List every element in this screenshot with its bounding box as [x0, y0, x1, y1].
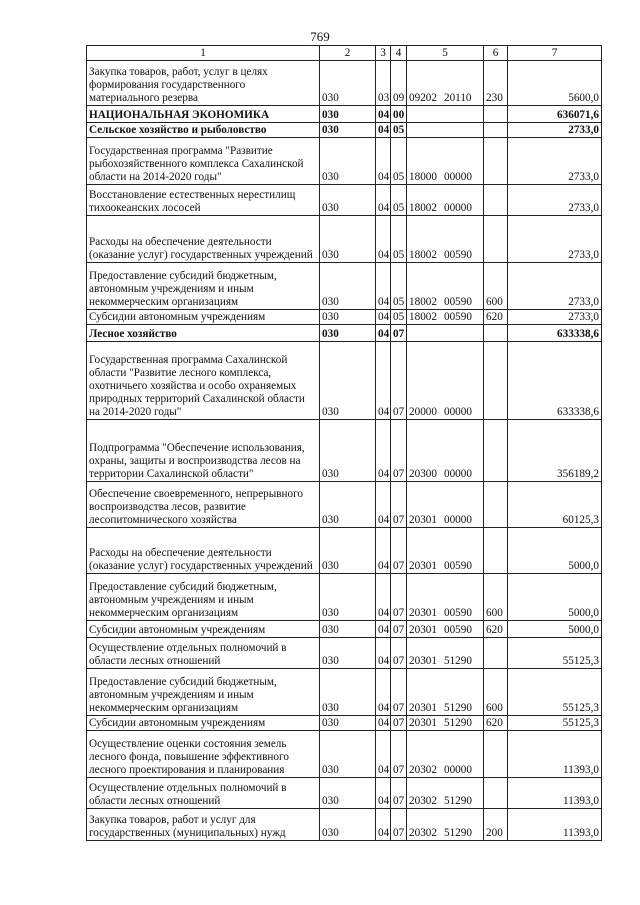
table-row: [87, 528, 602, 574]
row-csr-cell: [407, 185, 484, 216]
row-csr-part-b: 51290: [443, 827, 472, 839]
row-csr-part-b: 00590: [443, 607, 472, 619]
row-csr-part-a: 20302: [409, 795, 437, 807]
row-vr-cell: [484, 342, 508, 420]
row-pr-cell: 07: [391, 778, 407, 809]
row-csr-cell: [407, 342, 484, 420]
row-ved-cell: 030: [320, 809, 376, 841]
row-pr-cell: 07: [391, 809, 407, 841]
page-number: 769: [310, 29, 330, 44]
row-ved-cell: 030: [320, 716, 376, 731]
row-rz-cell: 04: [376, 138, 391, 185]
table-row: [87, 106, 602, 123]
row-pr-cell: 05: [391, 123, 407, 138]
row-csr-part-a: 18002: [409, 249, 437, 261]
row-csr-part-a: 20302: [409, 764, 437, 776]
row-csr-cell: [407, 638, 484, 669]
table-row: [87, 716, 602, 731]
table-row: [87, 574, 602, 621]
row-csr-part-a: 20300: [409, 468, 437, 480]
row-csr-part-a: 20301: [409, 655, 437, 667]
row-vr-cell: 620: [484, 310, 508, 325]
row-name-cell: Субсидии автономным учреждениям: [87, 310, 320, 325]
row-name-cell: Субсидии автономным учреждениям: [87, 716, 320, 731]
row-sum-cell: 2733,0: [508, 123, 602, 138]
table-row: [87, 216, 602, 263]
row-sum-cell: 11393,0: [508, 809, 602, 841]
row-sum-cell: 2733,0: [508, 216, 602, 263]
table-row: [87, 809, 602, 841]
row-rz-cell: 04: [376, 482, 391, 528]
row-csr-cell: [407, 731, 484, 778]
row-vr-cell: 600: [484, 263, 508, 310]
row-ved-cell: 030: [320, 731, 376, 778]
row-csr-part-b: 51290: [443, 702, 472, 714]
row-csr-cell: [407, 809, 484, 841]
row-sum-cell: 55125,3: [508, 716, 602, 731]
column-header: 7: [508, 46, 602, 61]
row-name-cell: Осуществление оценки состояния земель лесного фонда, повышение эффективного лесного проектирования и планирования: [87, 731, 320, 778]
row-vr-cell: 620: [484, 621, 508, 638]
row-csr-cell: [407, 263, 484, 310]
row-pr-cell: 07: [391, 621, 407, 638]
row-vr-cell: [484, 106, 508, 123]
row-sum-cell: 55125,3: [508, 638, 602, 669]
row-name-cell: Предоставление субсидий бюджетным, автономным учреждениям и иным некоммерческим организациям: [87, 574, 320, 621]
row-csr-cell: [407, 621, 484, 638]
row-rz-cell: 04: [376, 669, 391, 716]
row-csr-part-b: 51290: [443, 795, 472, 807]
table-row: [87, 778, 602, 809]
row-csr-part-a: 20301: [409, 717, 437, 729]
row-csr-part-b: 00000: [443, 202, 472, 214]
row-csr-part-a: 18002: [409, 296, 437, 308]
row-csr-part-a: 20301: [409, 607, 437, 619]
row-ved-cell: 030: [320, 185, 376, 216]
row-rz-cell: 04: [376, 574, 391, 621]
row-csr-part-b: 00000: [443, 406, 472, 418]
row-rz-cell: 04: [376, 420, 391, 482]
row-name-cell: Субсидии автономным учреждениям: [87, 621, 320, 638]
row-csr-part-a: 20301: [409, 560, 437, 572]
row-ved-cell: 030: [320, 638, 376, 669]
row-sum-cell: 633338,6: [508, 325, 602, 342]
row-csr-part-b: 00590: [443, 296, 472, 308]
row-rz-cell: 04: [376, 716, 391, 731]
row-vr-cell: [484, 638, 508, 669]
table-row: [87, 420, 602, 482]
row-sum-cell: 356189,2: [508, 420, 602, 482]
row-vr-cell: [484, 216, 508, 263]
row-sum-cell: 5000,0: [508, 574, 602, 621]
row-ved-cell: 030: [320, 138, 376, 185]
table-row: [87, 342, 602, 420]
row-name-cell: Предоставление субсидий бюджетным, автономным учреждениям и иным некоммерческим организациям: [87, 669, 320, 716]
row-pr-cell: 05: [391, 216, 407, 263]
row-rz-cell: 04: [376, 731, 391, 778]
column-header: 4: [391, 46, 407, 61]
row-csr-cell: [407, 528, 484, 574]
table-row: [87, 621, 602, 638]
table-row: [87, 61, 602, 106]
row-rz-cell: 04: [376, 185, 391, 216]
table-row: [87, 638, 602, 669]
row-csr-part-a: 20301: [409, 702, 437, 714]
row-name-cell: Предоставление субсидий бюджетным, автономным учреждениям и иным некоммерческим организациям: [87, 263, 320, 310]
row-name-cell: Восстановление естественных нерестилищ тихоокеанских лососей: [87, 185, 320, 216]
row-vr-cell: [484, 325, 508, 342]
table-row: [87, 123, 602, 138]
row-sum-cell: 633338,6: [508, 342, 602, 420]
table-row: [87, 185, 602, 216]
row-ved-cell: 030: [320, 123, 376, 138]
row-vr-cell: [484, 528, 508, 574]
row-csr-part-a: 20000: [409, 406, 437, 418]
row-vr-cell: [484, 420, 508, 482]
row-csr-part-b: 00000: [443, 764, 472, 776]
row-rz-cell: 04: [376, 638, 391, 669]
row-csr-cell: [407, 325, 484, 342]
budget-table-body: [87, 46, 602, 841]
row-vr-cell: [484, 778, 508, 809]
budget-table: [86, 45, 602, 841]
row-ved-cell: 030: [320, 310, 376, 325]
row-pr-cell: 05: [391, 310, 407, 325]
column-header: 1: [87, 46, 320, 61]
row-rz-cell: 04: [376, 216, 391, 263]
row-name-cell: Государственная программа "Развитие рыбохозяйственного комплекса Сахалинской области на 2014-2020 годы": [87, 138, 320, 185]
row-ved-cell: 030: [320, 778, 376, 809]
row-name-cell: Обеспечение своевременного, непрерывного воспроизводства лесов, развитие лесопитомнического хозяйства: [87, 482, 320, 528]
row-csr-part-a: 18002: [409, 202, 437, 214]
row-csr-part-a: 20302: [409, 827, 437, 839]
table-row: [87, 310, 602, 325]
row-rz-cell: 03: [376, 61, 391, 106]
row-sum-cell: 5600,0: [508, 61, 602, 106]
row-csr-cell: [407, 138, 484, 185]
row-csr-part-b: 20110: [443, 92, 472, 104]
table-row: [87, 138, 602, 185]
row-csr-cell: [407, 482, 484, 528]
row-vr-cell: 230: [484, 61, 508, 106]
row-csr-part-a: 18002: [409, 311, 437, 323]
row-csr-part-a: 18000: [409, 171, 437, 183]
row-csr-cell: [407, 574, 484, 621]
row-ved-cell: 030: [320, 216, 376, 263]
row-pr-cell: 07: [391, 420, 407, 482]
table-row: [87, 482, 602, 528]
row-name-cell: НАЦИОНАЛЬНАЯ ЭКОНОМИКА: [87, 106, 320, 123]
row-pr-cell: 07: [391, 716, 407, 731]
row-vr-cell: [484, 731, 508, 778]
row-vr-cell: 200: [484, 809, 508, 841]
row-name-cell: Закупка товаров, работ и услуг для государственных (муниципальных) нужд: [87, 809, 320, 841]
row-pr-cell: 07: [391, 669, 407, 716]
row-sum-cell: 5000,0: [508, 528, 602, 574]
row-csr-cell: [407, 778, 484, 809]
row-name-cell: Расходы на обеспечение деятельности (оказание услуг) государственных учреждений: [87, 528, 320, 574]
row-pr-cell: 05: [391, 138, 407, 185]
row-csr-part-b: 00000: [443, 514, 472, 526]
row-name-cell: Подпрограмма "Обеспечение использования, охраны, защиты и воспроизводства лесов на территории Сахалинской области": [87, 420, 320, 482]
row-pr-cell: 07: [391, 482, 407, 528]
row-ved-cell: 030: [320, 669, 376, 716]
row-sum-cell: 5000,0: [508, 621, 602, 638]
row-vr-cell: 600: [484, 669, 508, 716]
row-ved-cell: 030: [320, 621, 376, 638]
row-ved-cell: 030: [320, 342, 376, 420]
row-pr-cell: 07: [391, 638, 407, 669]
row-rz-cell: 04: [376, 342, 391, 420]
row-csr-cell: [407, 216, 484, 263]
row-pr-cell: 09: [391, 61, 407, 106]
row-rz-cell: 04: [376, 809, 391, 841]
table-row: [87, 669, 602, 716]
row-ved-cell: 030: [320, 263, 376, 310]
row-csr-cell: [407, 123, 484, 138]
row-rz-cell: 04: [376, 106, 391, 123]
row-csr-part-b: 00590: [443, 311, 472, 323]
row-name-cell: Закупка товаров, работ, услуг в целях формирования государственного материального резерва: [87, 61, 320, 106]
row-pr-cell: 07: [391, 325, 407, 342]
row-csr-cell: [407, 420, 484, 482]
row-vr-cell: [484, 138, 508, 185]
row-sum-cell: 2733,0: [508, 263, 602, 310]
row-pr-cell: 05: [391, 263, 407, 310]
row-ved-cell: 030: [320, 420, 376, 482]
row-csr-part-b: 00000: [443, 468, 472, 480]
row-vr-cell: 600: [484, 574, 508, 621]
row-csr-part-b: 00000: [443, 171, 472, 183]
row-pr-cell: 07: [391, 574, 407, 621]
column-header: 5: [407, 46, 484, 61]
row-pr-cell: 05: [391, 185, 407, 216]
row-pr-cell: 07: [391, 528, 407, 574]
row-ved-cell: 030: [320, 482, 376, 528]
column-header-row: [87, 46, 602, 61]
row-sum-cell: 11393,0: [508, 778, 602, 809]
column-header: 2: [320, 46, 376, 61]
row-name-cell: Лесное хозяйство: [87, 325, 320, 342]
row-csr-part-b: 00590: [443, 560, 472, 572]
table-row: [87, 263, 602, 310]
row-csr-part-b: 51290: [443, 655, 472, 667]
row-csr-cell: [407, 106, 484, 123]
row-sum-cell: 55125,3: [508, 669, 602, 716]
row-ved-cell: 030: [320, 574, 376, 621]
row-rz-cell: 04: [376, 621, 391, 638]
column-header: 6: [484, 46, 508, 61]
column-header: 3: [376, 46, 391, 61]
row-csr-part-a: 20301: [409, 514, 437, 526]
row-sum-cell: 2733,0: [508, 310, 602, 325]
row-rz-cell: 04: [376, 528, 391, 574]
row-ved-cell: 030: [320, 61, 376, 106]
row-csr-part-a: 09202: [409, 92, 437, 104]
table-row: [87, 325, 602, 342]
row-sum-cell: 636071,6: [508, 106, 602, 123]
row-csr-part-b: 00590: [443, 624, 472, 636]
row-csr-cell: [407, 716, 484, 731]
row-vr-cell: [484, 123, 508, 138]
row-rz-cell: 04: [376, 325, 391, 342]
row-pr-cell: 07: [391, 342, 407, 420]
table-row: [87, 731, 602, 778]
row-ved-cell: 030: [320, 528, 376, 574]
row-sum-cell: 2733,0: [508, 138, 602, 185]
row-rz-cell: 04: [376, 123, 391, 138]
row-csr-part-b: 51290: [443, 717, 472, 729]
row-csr-cell: [407, 310, 484, 325]
row-csr-cell: [407, 61, 484, 106]
row-pr-cell: 00: [391, 106, 407, 123]
row-ved-cell: 030: [320, 325, 376, 342]
row-ved-cell: 030: [320, 106, 376, 123]
row-name-cell: Расходы на обеспечение деятельности (оказание услуг) государственных учреждений: [87, 216, 320, 263]
row-csr-part-b: 00590: [443, 249, 472, 261]
row-sum-cell: 60125,3: [508, 482, 602, 528]
row-rz-cell: 04: [376, 310, 391, 325]
row-vr-cell: [484, 185, 508, 216]
row-rz-cell: 04: [376, 778, 391, 809]
row-sum-cell: 11393,0: [508, 731, 602, 778]
row-vr-cell: 620: [484, 716, 508, 731]
row-name-cell: Осуществление отдельных полномочий в области лесных отношений: [87, 638, 320, 669]
row-sum-cell: 2733,0: [508, 185, 602, 216]
row-name-cell: Сельское хозяйство и рыболовство: [87, 123, 320, 138]
row-pr-cell: 07: [391, 731, 407, 778]
row-name-cell: Осуществление отдельных полномочий в области лесных отношений: [87, 778, 320, 809]
row-name-cell: Государственная программа Сахалинской области "Развитие лесного комплекса, охотничьего хозяйства и особо охраняемых природных территорий Сахалинской области на 2014-2020 годы": [87, 342, 320, 420]
row-csr-part-a: 20301: [409, 624, 437, 636]
row-csr-cell: [407, 669, 484, 716]
row-vr-cell: [484, 482, 508, 528]
row-rz-cell: 04: [376, 263, 391, 310]
